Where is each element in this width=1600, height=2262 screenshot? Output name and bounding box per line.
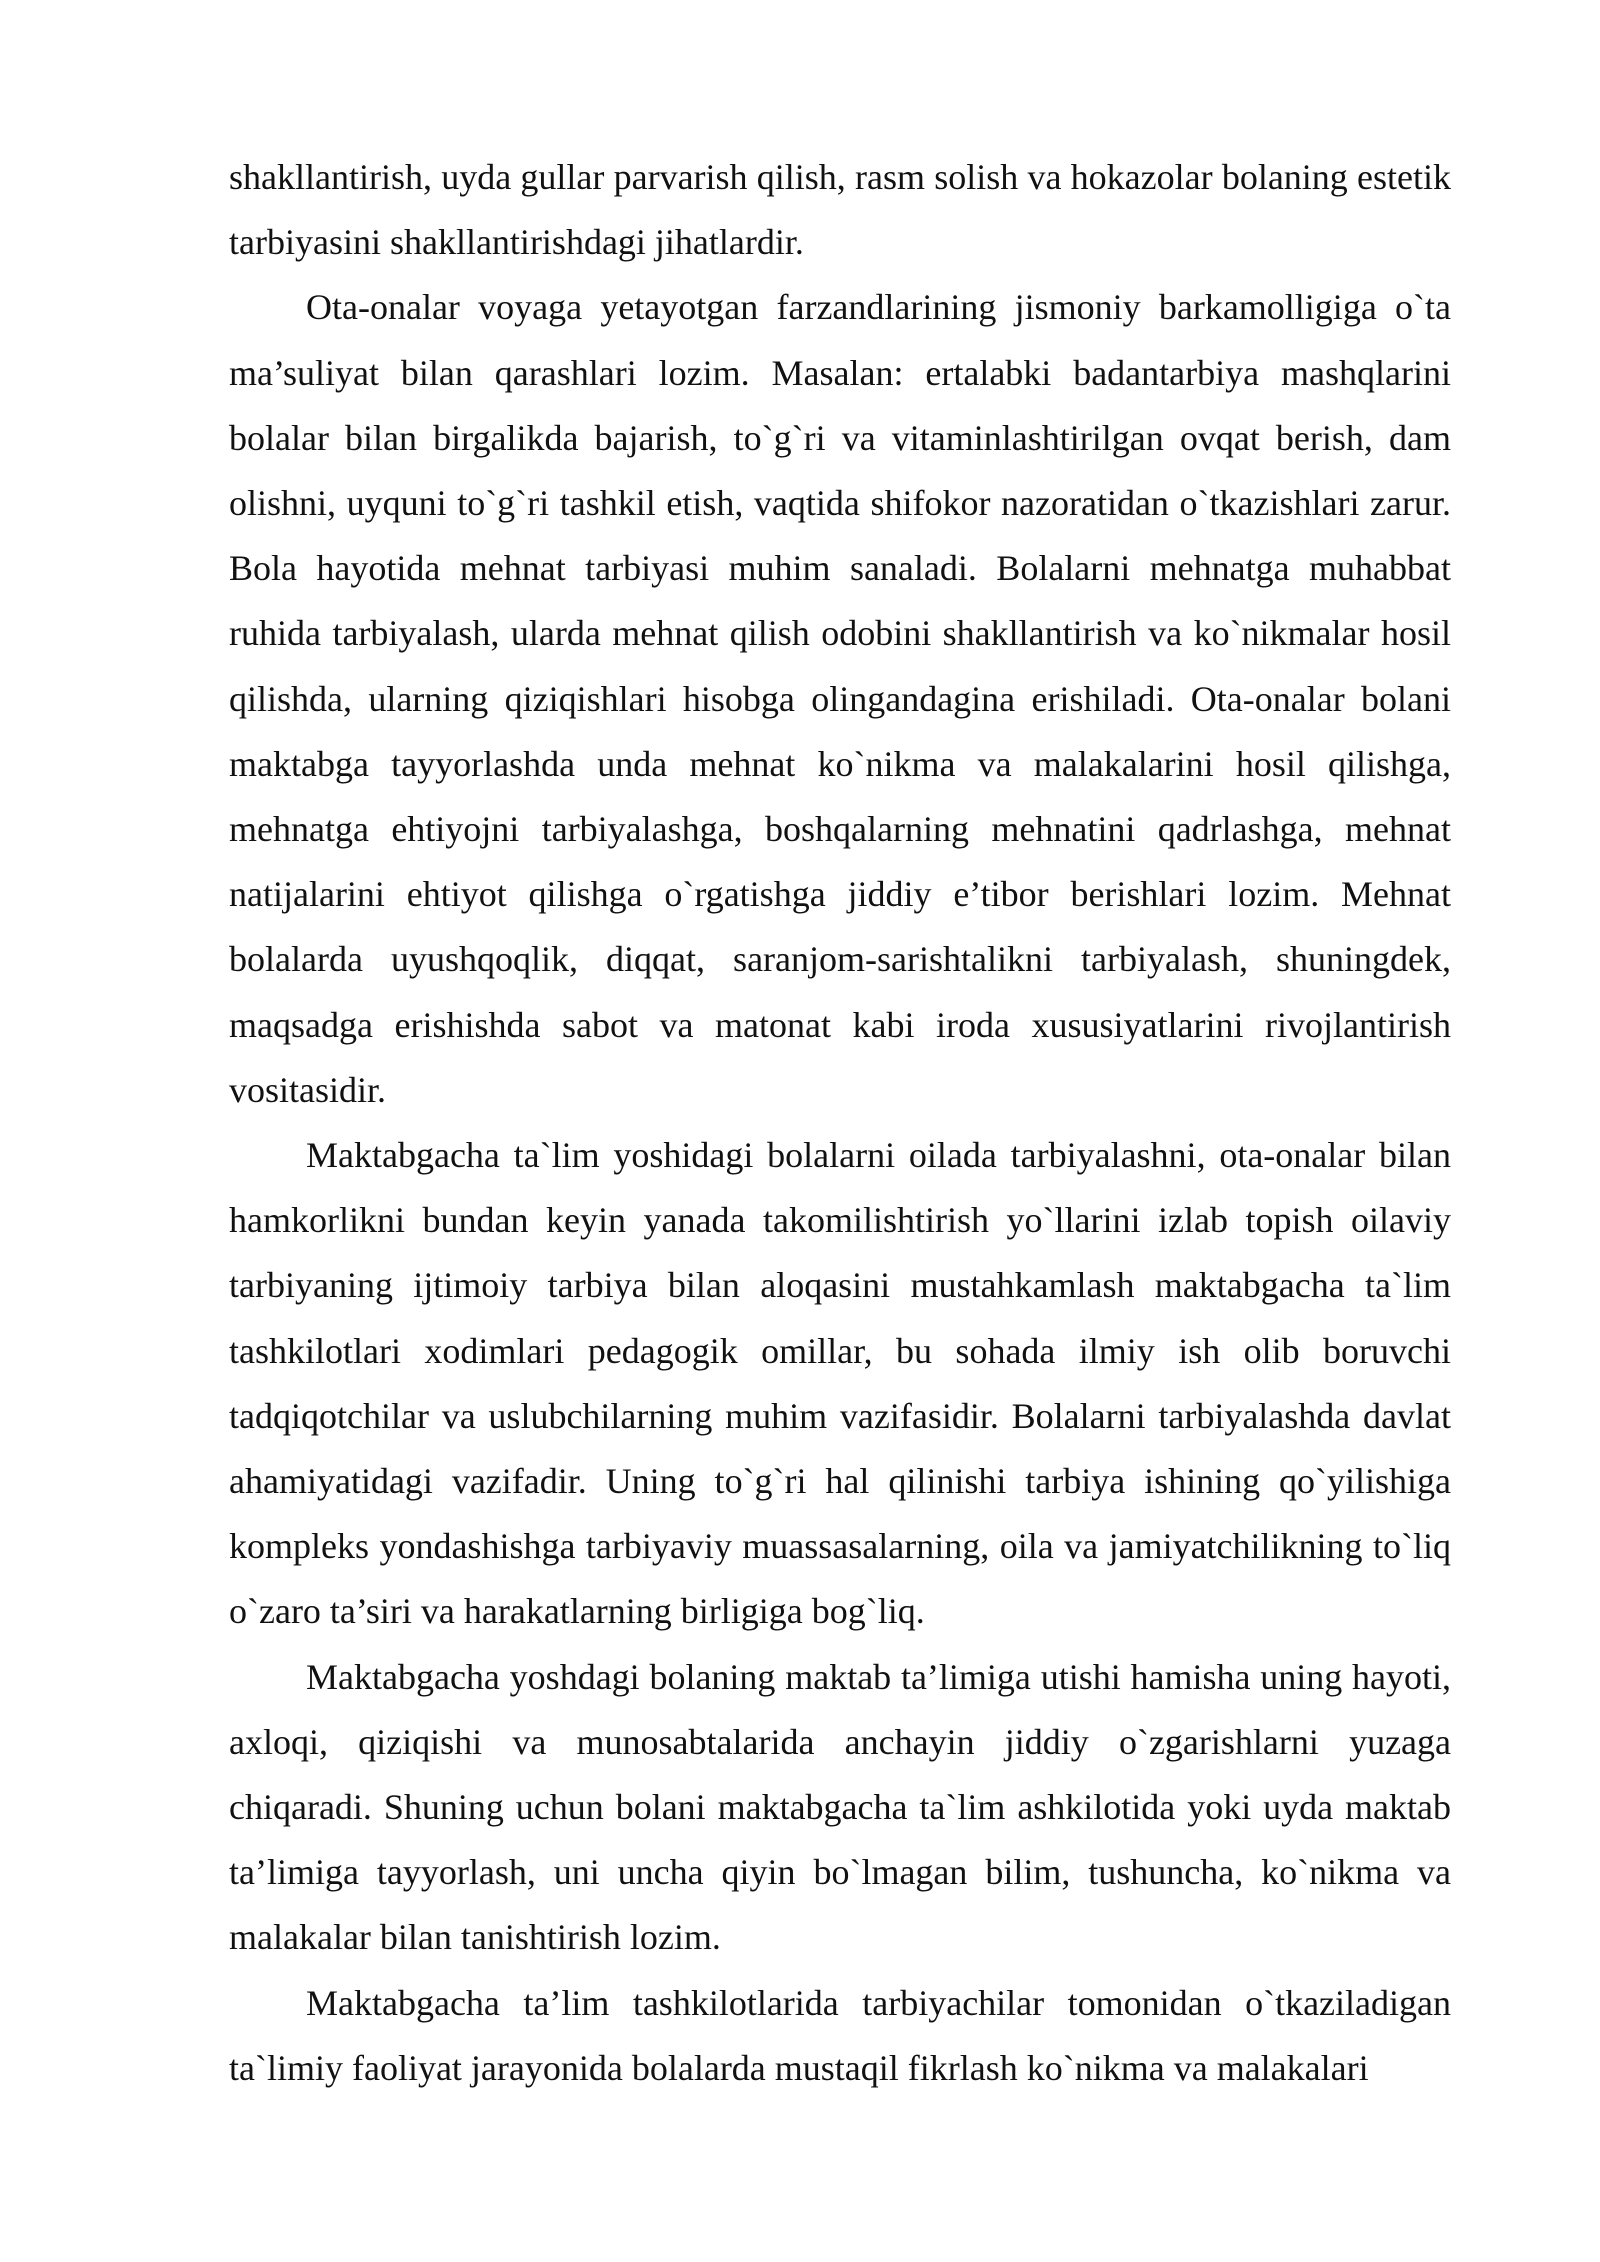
- paragraph-school-transition: Maktabgacha yoshdagi bolaning maktab ta’limiga utishi hamisha uning hayoti, axloqi, qiziqishi va munosabtalarida anchayin jiddiy o`zgarishlarni yuzaga chiqaradi. Shuning uchun bolani maktabgacha ta`lim ashkilotida yoki uyda maktab ta’limiga tayyorlash, uni uncha qiyin bo`lmagan bilim, tushuncha, ko`nikma va malakalar bilan tanishtirish lozim.: [229, 1656, 1451, 1958]
- body-text: [229, 145, 1451, 2101]
- paragraph-educational-activity: Maktabgacha ta’lim tashkilotlarida tarbiyachilar tomonidan o`tkaziladigan ta`limiy faoliyat jarayonida bolalarda mustaqil fikrlash ko`nikma va malakalari: [229, 1982, 1451, 2088]
- paragraph-family-cooperation: Maktabgacha ta`lim yoshidagi bolalarni oilada tarbiyalashni, ota-onalar bilan hamkorlikni bundan keyin yanada takomilishtirish yo`llarini izlab topish oilaviy tarbiyaning ijtimoiy tarbiya bilan aloqasini mustahkamlash maktabgacha ta`lim tashkilotlari xodimlari pedagogik omillar, bu sohada ilmiy ish olib boruvchi tadqiqotchilar va uslubchilarning muhim vazifasidir. Bolalarni tarbiyalashda davlat ahamiyatidagi vazifadir. Uning to`g`ri hal qilinishi tarbiya ishining qo`yilishiga kompleks yondashishga tarbiyaviy muassasalarning, oila va jamiyatchilikning to`liq o`zaro ta’siri va harakatlarning birligiga bog`liq.: [229, 1135, 1451, 1632]
- paragraph-continuation: shakllantirish, uyda gullar parvarish qilish, rasm solish va hokazolar bolaning estetik tarbiyasini shakllantirishdagi jihatlardir.: [229, 157, 1451, 263]
- paragraph-physical-labor-education: Ota-onalar voyaga yetayotgan farzandlarining jismoniy barkamolligiga o`ta ma’suliyat bilan qarashlari lozim. Masalan: ertalabki badantarbiya mashqlarini bolalar bilan birgalikda bajarish, to`g`ri va vitaminlashtirilgan ovqat berish, dam olishni, uyquni to`g`ri tashkil etish, vaqtida shifokor nazoratidan o`tkazishlari zarur. Bola hayotida mehnat tarbiyasi muhim sanaladi. Bolalarni mehnatga muhabbat ruhida tarbiyalash, ularda mehnat qilish odobini shakllantirish va ko`nikmalar hosil qilishda, ularning qiziqishlari hisobga olingandagina erishiladi. Ota-onalar bolani maktabga tayyorlashda unda mehnat ko`nikma va malakalarini hosil qilishga, mehnatga ehtiyojni tarbiyalashga, boshqalarning mehnatini qadrlashga, mehnat natijalarini ehtiyot qilishga o`rgatishga jiddiy e’tibor berishlari lozim. Mehnat bolalarda uyushqoqlik, diqqat, saranjom-sarishtalikni tarbiyalash, shuningdek, maqsadga erishishda sabot va matonat kabi iroda xususiyatlarini rivojlantirish vositasidir.: [229, 287, 1451, 1110]
